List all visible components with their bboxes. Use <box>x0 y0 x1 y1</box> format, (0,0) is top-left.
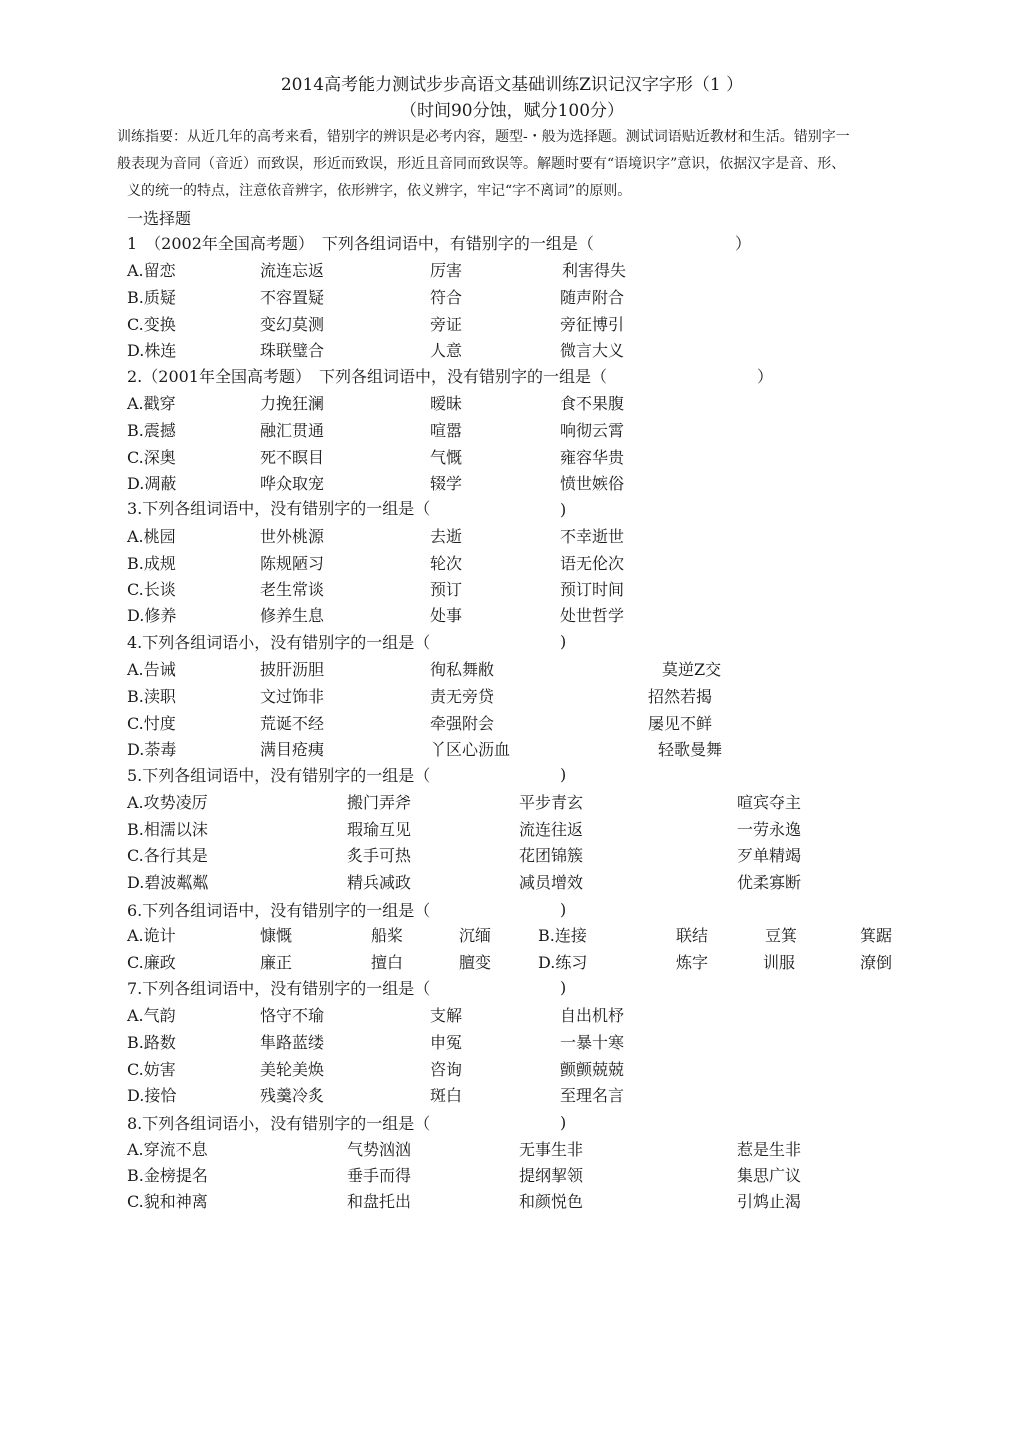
option-word: 微言大义 <box>560 341 625 360</box>
option-row <box>0 445 1024 469</box>
option-word: 优柔寡断 <box>737 873 802 892</box>
option-word: 美轮美焕 <box>260 1060 325 1079</box>
option-label: B.相濡以沫 <box>127 820 208 839</box>
option-word: 和颜悦色 <box>519 1192 584 1211</box>
option-word: 精兵减政 <box>347 873 412 892</box>
question-text: 3.下列各组词语中，没有错别字的一组是（ <box>127 499 431 518</box>
option-word: 自出机杼 <box>560 1006 625 1025</box>
option-row <box>0 524 1024 548</box>
option-word: 和盘托出 <box>347 1192 412 1211</box>
option-row <box>0 684 1024 708</box>
option-row <box>0 1083 1024 1107</box>
option-word: 愤世嫉俗 <box>560 474 625 493</box>
question-text: 5.下列各组词语中，没有错别字的一组是（ <box>127 766 431 785</box>
option-label: C.深奥 <box>127 448 176 467</box>
option-word: 责无旁贷 <box>430 687 495 706</box>
option-row <box>0 817 1024 841</box>
option-word: 响彻云霄 <box>560 421 625 440</box>
option-word: 沉缅 <box>459 926 492 945</box>
option-word: 旁证 <box>430 315 463 334</box>
answer-bracket: ) <box>560 900 567 919</box>
option-label: B.震撼 <box>127 421 176 440</box>
option-word: 旁征博引 <box>560 315 625 334</box>
option-word: 利害得失 <box>562 261 627 280</box>
option-word: 食不果腹 <box>560 394 625 413</box>
option-row <box>0 1137 1024 1161</box>
option-word: 残羹冷炙 <box>260 1086 325 1105</box>
option-label: A.戳穿 <box>127 394 176 413</box>
question-text: 4.下列各组词语小，没有错别字的一组是（ <box>127 633 431 652</box>
answer-bracket: ) <box>560 500 567 519</box>
option-word: 轮次 <box>430 554 463 573</box>
option-word: 花团锦簇 <box>519 846 584 865</box>
option-label: D.株连 <box>127 341 177 360</box>
option-word: 预订 <box>430 580 463 599</box>
option-word: 哗众取宠 <box>260 474 325 493</box>
option-word: 平步青玄 <box>519 793 584 812</box>
option-row <box>0 1003 1024 1027</box>
option-row <box>0 1189 1024 1213</box>
option-word: 提纲挈领 <box>519 1166 584 1185</box>
option-word: 炙手可热 <box>347 846 412 865</box>
option-row <box>0 870 1024 894</box>
option-word: 一劳永逸 <box>737 820 802 839</box>
option-label: C.貌和神离 <box>127 1192 208 1211</box>
option-word: 引鸩止渴 <box>737 1192 802 1211</box>
option-word: 船桨 <box>371 926 404 945</box>
option-word: 死不瞑目 <box>260 448 325 467</box>
option-label: C.廉政 <box>127 953 176 972</box>
option-row <box>0 312 1024 336</box>
question-stem <box>0 496 1024 520</box>
option-word: 莫逆Z交 <box>662 660 722 679</box>
option-row <box>0 711 1024 735</box>
option-word: 咨询 <box>430 1060 463 1079</box>
question-stem <box>0 630 1024 654</box>
option-word: 斑白 <box>430 1086 463 1105</box>
guide-line-3: 义的统一的特点，注意依音辨字，依形辨字，依义辨字，牢记“字不离词”的原则。 <box>127 183 632 199</box>
option-label: D.练习 <box>538 953 588 972</box>
option-word: 力挽狂澜 <box>260 394 325 413</box>
option-word: 惹是生非 <box>737 1140 802 1159</box>
guide-line-1: 训练指要：从近几年的高考来看，错别字的辨识是必考内容，题型-・般为选择题。测试词语贴近教材和生活。错别字一 <box>117 129 850 145</box>
option-word: 披肝沥胆 <box>260 660 325 679</box>
option-row <box>0 843 1024 867</box>
option-label: D.接恰 <box>127 1086 177 1105</box>
document-title: 2014高考能力测试步步高语文基础训练Z识记汉字字形（1 ） <box>280 75 744 95</box>
option-row <box>0 737 1024 761</box>
section-label: 一选择题 <box>127 209 192 228</box>
option-row <box>0 1163 1024 1187</box>
option-row <box>0 285 1024 309</box>
option-word: 世外桃源 <box>260 527 325 546</box>
option-word: 人意 <box>430 341 463 360</box>
option-word: 轻歌曼舞 <box>658 740 723 759</box>
option-word: 牵强附会 <box>430 714 495 733</box>
document-subtitle: （时间90分蚀，赋分100分） <box>399 101 625 121</box>
option-word: 处事 <box>430 606 463 625</box>
option-word: 至理名言 <box>560 1086 625 1105</box>
option-row <box>0 577 1024 601</box>
option-word: 去逝 <box>430 527 463 546</box>
option-word: 集思广议 <box>737 1166 802 1185</box>
option-word: 珠联璧合 <box>260 341 325 360</box>
question-text: 6.下列各组词语中，没有错别字的一组是（ <box>127 901 431 920</box>
option-word: 擅白 <box>371 953 404 972</box>
option-label: C.各行其是 <box>127 846 208 865</box>
option-word: 不幸逝世 <box>560 527 625 546</box>
option-word: 符合 <box>430 288 463 307</box>
question-text: 7.下列各组词语中，没有错别字的一组是（ <box>127 979 431 998</box>
option-word: 垂手而得 <box>347 1166 412 1185</box>
option-row <box>0 603 1024 627</box>
option-label: B.金榜提名 <box>127 1166 208 1185</box>
section-heading <box>0 206 1024 230</box>
option-word: 不容置疑 <box>260 288 325 307</box>
question-stem <box>0 1111 1024 1135</box>
option-word: 老生常谈 <box>260 580 325 599</box>
question-stem <box>0 898 1024 922</box>
option-word: 潦倒 <box>860 953 893 972</box>
question-stem <box>0 364 1024 388</box>
option-row <box>0 790 1024 814</box>
option-word: 联结 <box>676 926 709 945</box>
option-word: 变幻莫测 <box>260 315 325 334</box>
option-word: 瑕瑜互见 <box>347 820 412 839</box>
option-word: 慷慨 <box>260 926 293 945</box>
option-row <box>0 338 1024 362</box>
option-word: 气势汹汹 <box>347 1140 412 1159</box>
option-word: 屡见不鲜 <box>648 714 713 733</box>
option-word: 无事生非 <box>519 1140 584 1159</box>
option-row <box>0 418 1024 442</box>
option-row <box>0 950 1024 974</box>
option-label: A.攻势凌厉 <box>127 793 208 812</box>
option-word: 减员增效 <box>519 873 584 892</box>
option-word: 豆箕 <box>765 926 798 945</box>
answer-bracket: ) <box>560 632 567 651</box>
option-row <box>0 391 1024 415</box>
answer-bracket: ) <box>560 765 567 784</box>
option-label: B.连接 <box>538 926 587 945</box>
option-label: A.告诫 <box>127 660 176 679</box>
option-row <box>0 1030 1024 1054</box>
option-word: 流连往返 <box>519 820 584 839</box>
option-word: 融汇贯通 <box>260 421 325 440</box>
question-stem <box>0 231 1024 255</box>
option-word: 处世哲学 <box>560 606 625 625</box>
option-word: 歹单精竭 <box>737 846 802 865</box>
option-word: 搬门弄斧 <box>347 793 412 812</box>
option-word: 一暴十寒 <box>560 1033 625 1052</box>
option-word: 荒诞不经 <box>260 714 325 733</box>
option-word: 箕踞 <box>860 926 893 945</box>
option-word: 申冤 <box>430 1033 463 1052</box>
question-stem <box>0 763 1024 787</box>
answer-bracket: ） <box>757 367 774 386</box>
option-label: C.妨害 <box>127 1060 176 1079</box>
option-word: 隼路蓝缕 <box>260 1033 325 1052</box>
option-word: 丫区心沥血 <box>430 740 511 759</box>
option-word: 炼字 <box>676 953 709 972</box>
question-text: 8.下列各组词语小，没有错别字的一组是（ <box>127 1114 431 1133</box>
option-word: 喧宾夺主 <box>737 793 802 812</box>
option-word: 徇私舞敝 <box>430 660 495 679</box>
option-word: 修养生息 <box>260 606 325 625</box>
guide-line-2: 般表现为音同（音近）而致误，形近而致误，形近且音同而致误等。解题时要有“语境识字”意识，依据汉字是音、形、 <box>117 156 846 172</box>
answer-bracket: ） <box>735 234 752 253</box>
option-label: B.路数 <box>127 1033 176 1052</box>
option-word: 暧昧 <box>430 394 463 413</box>
option-word: 颤颤兢兢 <box>560 1060 625 1079</box>
option-word: 廉正 <box>260 953 293 972</box>
option-label: D.荼毒 <box>127 740 177 759</box>
option-word: 膻变 <box>459 953 492 972</box>
question-text: 1 （2002年全国高考题） 下列各组词语中，有错别字的一组是（ <box>127 234 594 253</box>
option-word: 喧嚣 <box>430 421 463 440</box>
option-label: C.长谈 <box>127 580 176 599</box>
option-label: D.碧波粼粼 <box>127 873 209 892</box>
option-label: A.穿流不息 <box>127 1140 208 1159</box>
option-word: 恪守不瑜 <box>260 1006 325 1025</box>
answer-bracket: ) <box>560 978 567 997</box>
option-label: A.气韵 <box>127 1006 176 1025</box>
option-label: D.凋蔽 <box>127 474 177 493</box>
answer-bracket: ) <box>560 1113 567 1132</box>
option-row <box>0 258 1024 282</box>
option-label: A.诡计 <box>127 926 176 945</box>
option-row <box>0 923 1024 947</box>
option-word: 招然若揭 <box>648 687 713 706</box>
question-stem <box>0 976 1024 1000</box>
option-word: 语无伦次 <box>560 554 625 573</box>
option-row <box>0 551 1024 575</box>
option-word: 气慨 <box>430 448 463 467</box>
option-label: D.修养 <box>127 606 177 625</box>
option-word: 随声附合 <box>560 288 625 307</box>
option-label: C.忖度 <box>127 714 176 733</box>
option-word: 雍容华贵 <box>560 448 625 467</box>
option-word: 流连忘返 <box>260 261 325 280</box>
option-word: 陈规陋习 <box>260 554 325 573</box>
option-row <box>0 471 1024 495</box>
option-row <box>0 1057 1024 1081</box>
option-word: 满目疮痍 <box>260 740 325 759</box>
option-label: B.渎职 <box>127 687 176 706</box>
option-word: 文过饰非 <box>260 687 325 706</box>
option-word: 辍学 <box>430 474 463 493</box>
option-label: A.桃园 <box>127 527 176 546</box>
question-text: 2.（2001年全国高考题） 下列各组词语中，没有错别字的一组是（ <box>127 367 607 386</box>
option-row <box>0 657 1024 681</box>
option-label: A.留恋 <box>127 261 176 280</box>
option-label: C.变换 <box>127 315 176 334</box>
option-word: 预订时间 <box>560 580 625 599</box>
option-label: B.质疑 <box>127 288 176 307</box>
option-word: 支解 <box>430 1006 463 1025</box>
option-word: 厉害 <box>430 261 463 280</box>
option-label: B.成规 <box>127 554 176 573</box>
option-word: 训服 <box>763 953 796 972</box>
